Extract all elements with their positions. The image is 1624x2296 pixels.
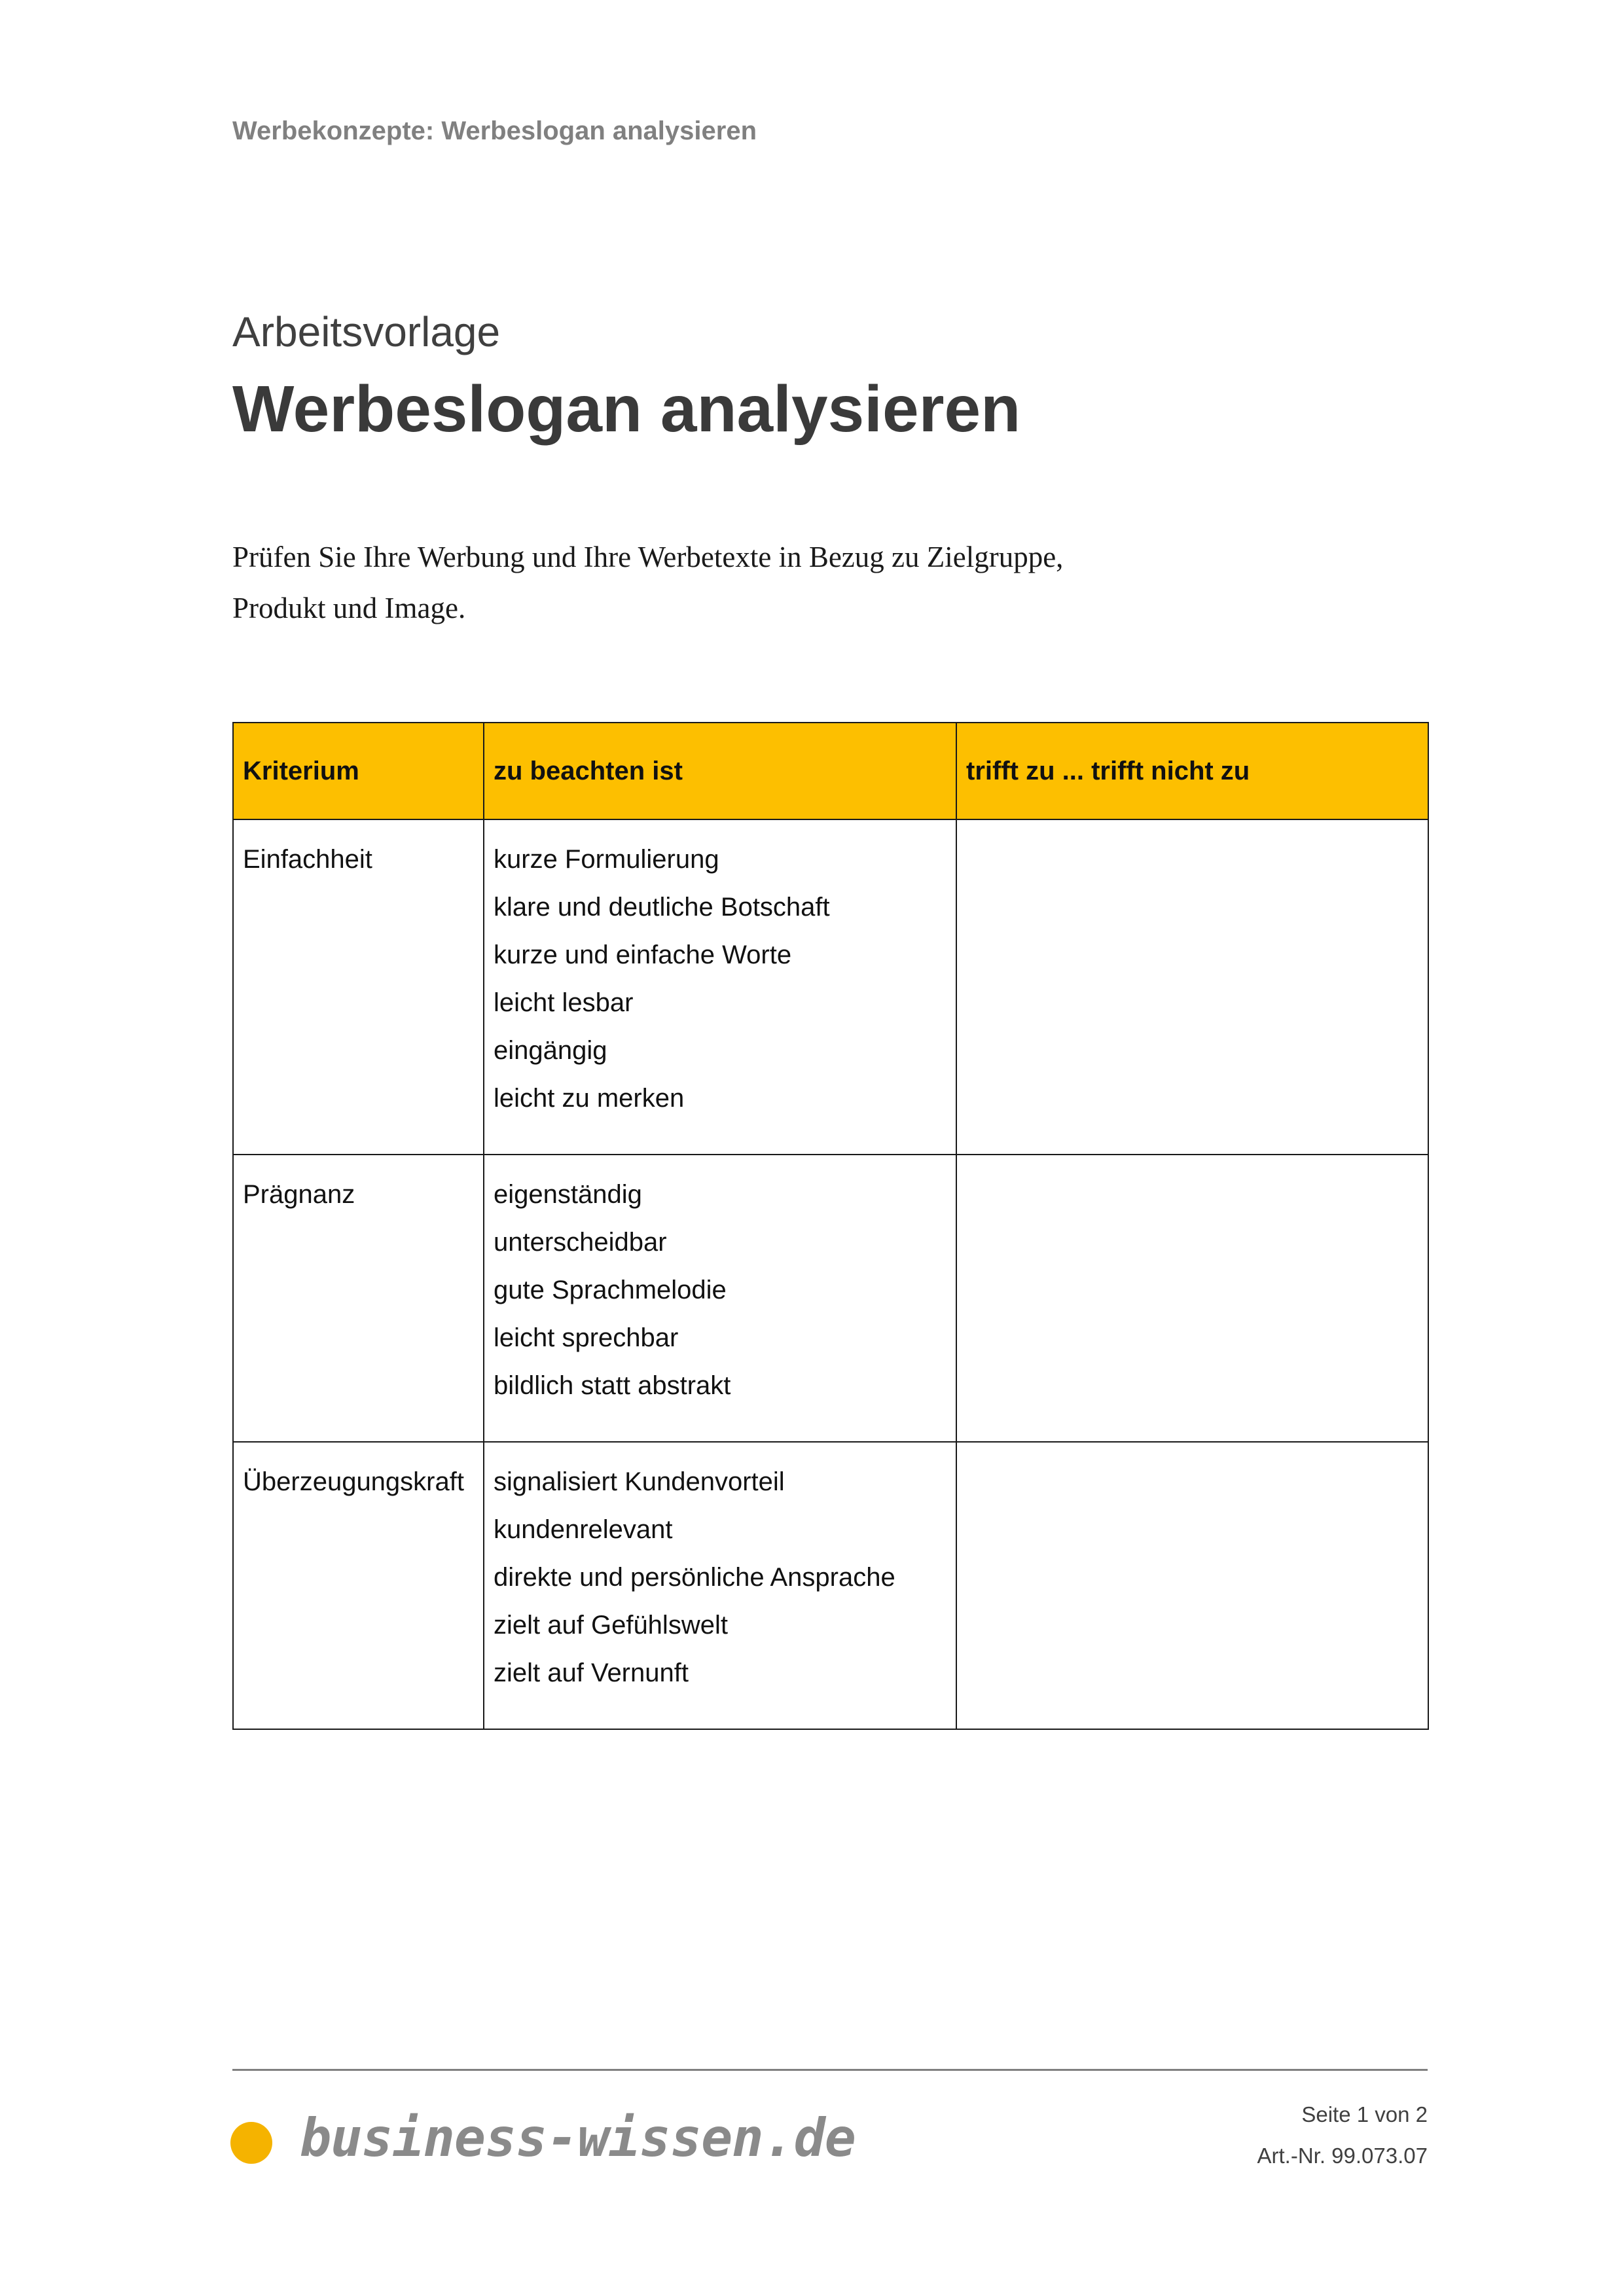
criteria-table [232, 722, 1429, 1730]
list-item: eigenständig [494, 1180, 642, 1209]
list-item: zielt auf Vernunft [494, 1659, 689, 1687]
logo-dot-icon [230, 2122, 272, 2164]
intro-line: Prüfen Sie Ihre Werbung und Ihre Werbetexte in Bezug zu Zielgruppe, [232, 541, 1064, 573]
intro-line: Produkt und Image. [232, 592, 466, 624]
page-number: Seite 1 von 2 [1301, 2102, 1428, 2126]
list-item: kundenrelevant [494, 1515, 673, 1544]
article-number: Art.-Nr. 99.073.07 [1257, 2144, 1428, 2168]
column-header-criterion: Kriterium [233, 723, 484, 819]
list-item: gute Sprachmelodie [494, 1276, 727, 1304]
list-item: klare und deutliche Botschaft [494, 893, 830, 922]
rating-cell[interactable] [956, 1442, 1428, 1729]
notes-list [494, 1458, 947, 1697]
list-item: signalisiert Kundenvorteil [494, 1467, 785, 1496]
list-item: leicht sprechbar [494, 1323, 679, 1352]
notes-cell [484, 1155, 956, 1442]
list-item: kurze Formulierung [494, 845, 719, 874]
table-row [233, 1442, 1428, 1729]
list-item: bildlich statt abstrakt [494, 1371, 731, 1400]
notes-list [494, 836, 947, 1122]
list-item: unterscheidbar [494, 1228, 667, 1257]
list-item: direkte und persönliche Ansprache [494, 1563, 895, 1592]
criterion-cell [233, 819, 484, 1155]
document-title: Werbeslogan analysieren [232, 372, 1021, 446]
list-item: leicht lesbar [494, 988, 634, 1017]
rating-cell[interactable] [956, 1155, 1428, 1442]
document-kicker: Arbeitsvorlage [232, 308, 501, 355]
criterion-cell [233, 1155, 484, 1442]
notes-list [494, 1171, 947, 1410]
column-header-notes: zu beachten ist [484, 723, 956, 819]
list-item: eingängig [494, 1036, 607, 1065]
running-header: Werbekonzepte: Werbeslogan analysieren [232, 117, 757, 145]
rating-cell[interactable] [956, 819, 1428, 1155]
list-item: leicht zu merken [494, 1084, 685, 1113]
criterion-cell [233, 1442, 484, 1729]
table-row [233, 1155, 1428, 1442]
list-item: kurze und einfache Worte [494, 941, 792, 969]
table-row [233, 819, 1428, 1155]
criterion-label: Prägnanz [243, 1180, 355, 1209]
list-item: zielt auf Gefühlswelt [494, 1611, 728, 1640]
brand-logo[interactable]: business-wissen.de [300, 2108, 856, 2168]
column-header-rating: trifft zu ... trifft nicht zu [956, 723, 1428, 819]
footer-divider [232, 2069, 1428, 2071]
criterion-label: Einfachheit [243, 845, 372, 874]
criterion-label: Überzeugungskraft [243, 1467, 464, 1496]
notes-cell [484, 1442, 956, 1729]
intro-paragraph [232, 531, 1476, 634]
notes-cell [484, 819, 956, 1155]
table-header-row [233, 723, 1428, 819]
